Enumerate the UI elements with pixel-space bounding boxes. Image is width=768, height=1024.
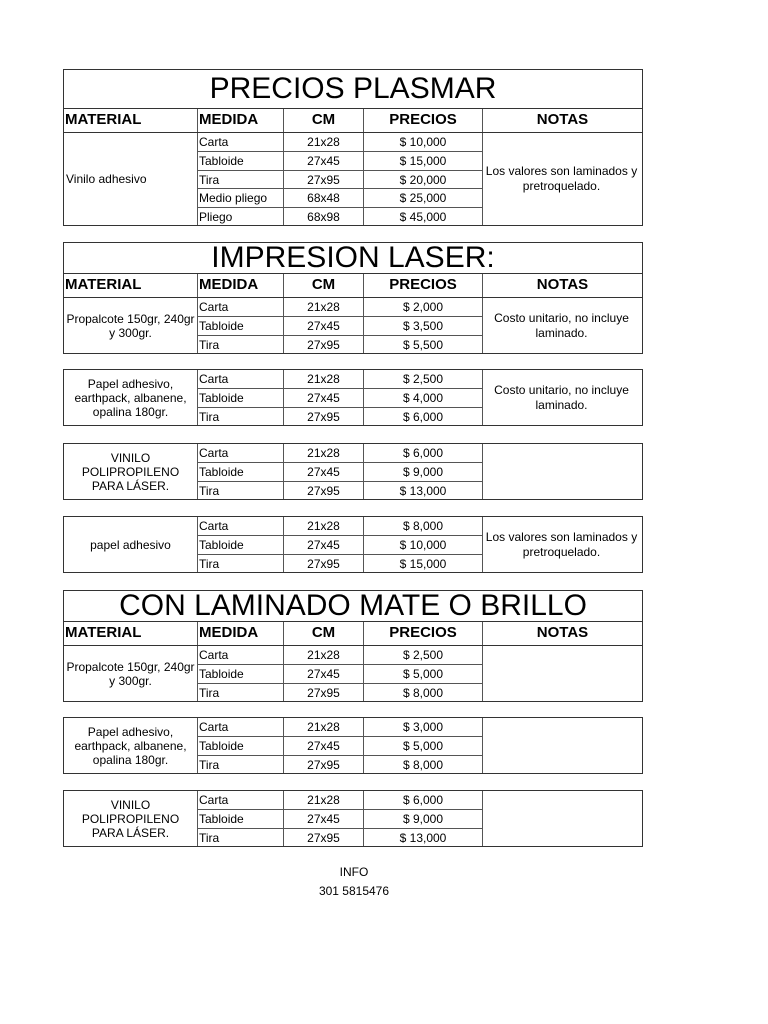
notes-cell	[481, 646, 642, 701]
price-cell: $ 3,000	[363, 718, 482, 736]
cm-cell: 27x45	[283, 809, 363, 827]
price-cell: $ 13,000	[363, 828, 482, 846]
plasmar-body	[64, 133, 642, 225]
medida-cell: Carta	[197, 444, 283, 462]
notes-cell: Costo unitario, no incluye laminado.	[494, 382, 629, 412]
material-cell: VINILO POLIPROPILENO PARA LÁSER.	[81, 797, 180, 840]
cm-cell: 68x48	[283, 188, 363, 206]
header-precios: PRECIOS	[363, 109, 482, 132]
laser-group-2	[63, 369, 643, 426]
medida-cell: Tira	[197, 407, 283, 425]
material-cell: Propalcote 150gr, 240gr y 300gr.	[66, 659, 195, 688]
price-cell: $ 6,000	[363, 791, 482, 809]
cm-cell: 27x45	[283, 316, 363, 334]
info-label: INFO	[339, 865, 369, 879]
price-cell: $ 10,000	[363, 535, 482, 553]
price-cell: $ 5,500	[363, 335, 482, 353]
price-cell: $ 6,000	[363, 444, 482, 462]
medida-cell: Pliego	[197, 207, 283, 225]
info-phone: 301 5815476	[318, 884, 390, 898]
medida-cell: Carta	[197, 133, 283, 151]
cm-cell: 27x95	[283, 683, 363, 701]
header-precios: PRECIOS	[363, 622, 482, 645]
price-cell: $ 3,500	[363, 316, 482, 334]
laser-group-3	[63, 443, 643, 500]
notes-cell: Los valores son laminados y pretroquelado.	[485, 529, 638, 559]
cm-cell: 21x28	[283, 791, 363, 809]
header-medida: MEDIDA	[197, 109, 283, 132]
material-cell: Propalcote 150gr, 240gr y 300gr.	[66, 311, 195, 340]
cm-cell: 21x28	[283, 133, 363, 151]
medida-cell: Tira	[197, 755, 283, 773]
price-cell: $ 15,000	[363, 151, 482, 169]
medida-cell: Carta	[197, 517, 283, 535]
header-precios: PRECIOS	[363, 274, 482, 297]
header-cm: CM	[283, 622, 363, 645]
header-cm: CM	[283, 274, 363, 297]
material-cell: Vinilo adhesivo	[66, 171, 147, 186]
medida-cell: Tira	[197, 683, 283, 701]
cm-cell: 27x95	[283, 481, 363, 499]
material-cell: Papel adhesivo, earthpack, albanene, opalina 180gr.	[74, 724, 187, 767]
cm-cell: 27x45	[283, 388, 363, 406]
laser-group-4	[63, 516, 643, 573]
header-material: MATERIAL	[65, 111, 142, 128]
notes-cell: Costo unitario, no incluye laminado.	[494, 310, 629, 340]
laser-table	[63, 242, 643, 354]
price-cell: $ 5,000	[363, 736, 482, 754]
price-cell: $ 2,500	[363, 370, 482, 388]
material-cell: papel adhesivo	[90, 537, 171, 552]
cm-cell: 27x95	[283, 407, 363, 425]
laminado-group-1	[64, 646, 642, 701]
medida-cell: Tabloide	[197, 462, 283, 480]
cm-cell: 27x95	[283, 828, 363, 846]
price-cell: $ 6,000	[363, 407, 482, 425]
plasmar-title: PRECIOS PLASMAR	[64, 70, 642, 109]
price-cell: $ 8,000	[363, 683, 482, 701]
cm-cell: 27x45	[283, 535, 363, 553]
price-cell: $ 25,000	[363, 188, 482, 206]
header-material: MATERIAL	[65, 624, 142, 641]
price-cell: $ 15,000	[363, 554, 482, 572]
cm-cell: 21x28	[283, 370, 363, 388]
cm-cell: 68x98	[283, 207, 363, 225]
cm-cell: 21x28	[283, 646, 363, 664]
medida-cell: Tabloide	[197, 535, 283, 553]
notes-cell	[481, 718, 642, 773]
notes-cell	[481, 791, 642, 846]
medida-cell: Tabloide	[197, 316, 283, 334]
header-medida: MEDIDA	[197, 622, 283, 645]
cm-cell: 27x45	[283, 151, 363, 169]
price-cell: $ 5,000	[363, 664, 482, 682]
header-cm: CM	[283, 109, 363, 132]
material-cell: Papel adhesivo, earthpack, albanene, opalina 180gr.	[74, 376, 187, 419]
medida-cell: Medio pliego	[197, 188, 283, 206]
cm-cell: 27x95	[283, 335, 363, 353]
cm-cell: 21x28	[283, 517, 363, 535]
laminado-group-2	[63, 717, 643, 774]
price-cell: $ 2,000	[363, 298, 482, 316]
price-cell: $ 20,000	[363, 170, 482, 188]
laminado-header-row	[64, 622, 642, 646]
medida-cell: Carta	[197, 791, 283, 809]
material-cell: VINILO POLIPROPILENO PARA LÁSER.	[81, 450, 180, 493]
medida-cell: Tabloide	[197, 736, 283, 754]
medida-cell: Tabloide	[197, 664, 283, 682]
cm-cell: 21x28	[283, 298, 363, 316]
cm-cell: 27x95	[283, 755, 363, 773]
cm-cell: 21x28	[283, 444, 363, 462]
header-medida: MEDIDA	[197, 274, 283, 297]
price-cell: $ 2,500	[363, 646, 482, 664]
price-cell: $ 9,000	[363, 462, 482, 480]
cm-cell: 27x95	[283, 554, 363, 572]
price-cell: $ 13,000	[363, 481, 482, 499]
medida-cell: Carta	[197, 370, 283, 388]
header-notas: NOTAS	[482, 109, 642, 132]
medida-cell: Carta	[197, 718, 283, 736]
cm-cell: 21x28	[283, 718, 363, 736]
header-material: MATERIAL	[65, 276, 142, 293]
medida-cell: Carta	[197, 298, 283, 316]
price-cell: $ 4,000	[363, 388, 482, 406]
laser-header-row	[64, 274, 642, 298]
notes-cell	[481, 444, 642, 499]
laser-title: IMPRESION LASER:	[64, 243, 642, 274]
laser-group-1	[64, 298, 642, 353]
header-notas: NOTAS	[482, 274, 642, 297]
laminado-table	[63, 590, 643, 702]
price-cell: $ 10,000	[363, 133, 482, 151]
plasmar-header-row	[64, 109, 642, 133]
header-notas: NOTAS	[482, 622, 642, 645]
notes-cell: Los valores son laminados y pretroquelado.	[485, 163, 638, 193]
medida-cell: Tabloide	[197, 151, 283, 169]
price-cell: $ 9,000	[363, 809, 482, 827]
price-cell: $ 8,000	[363, 755, 482, 773]
price-cell: $ 8,000	[363, 517, 482, 535]
medida-cell: Tira	[197, 828, 283, 846]
cm-cell: 27x45	[283, 462, 363, 480]
medida-cell: Tabloide	[197, 388, 283, 406]
laminado-group-3	[63, 790, 643, 847]
laminado-title: CON LAMINADO MATE O BRILLO	[64, 591, 642, 622]
medida-cell: Tira	[197, 554, 283, 572]
cm-cell: 27x45	[283, 664, 363, 682]
plasmar-table	[63, 69, 643, 226]
medida-cell: Tabloide	[197, 809, 283, 827]
medida-cell: Carta	[197, 646, 283, 664]
medida-cell: Tira	[197, 170, 283, 188]
price-cell: $ 45,000	[363, 207, 482, 225]
cm-cell: 27x45	[283, 736, 363, 754]
medida-cell: Tira	[197, 481, 283, 499]
cm-cell: 27x95	[283, 170, 363, 188]
medida-cell: Tira	[197, 335, 283, 353]
